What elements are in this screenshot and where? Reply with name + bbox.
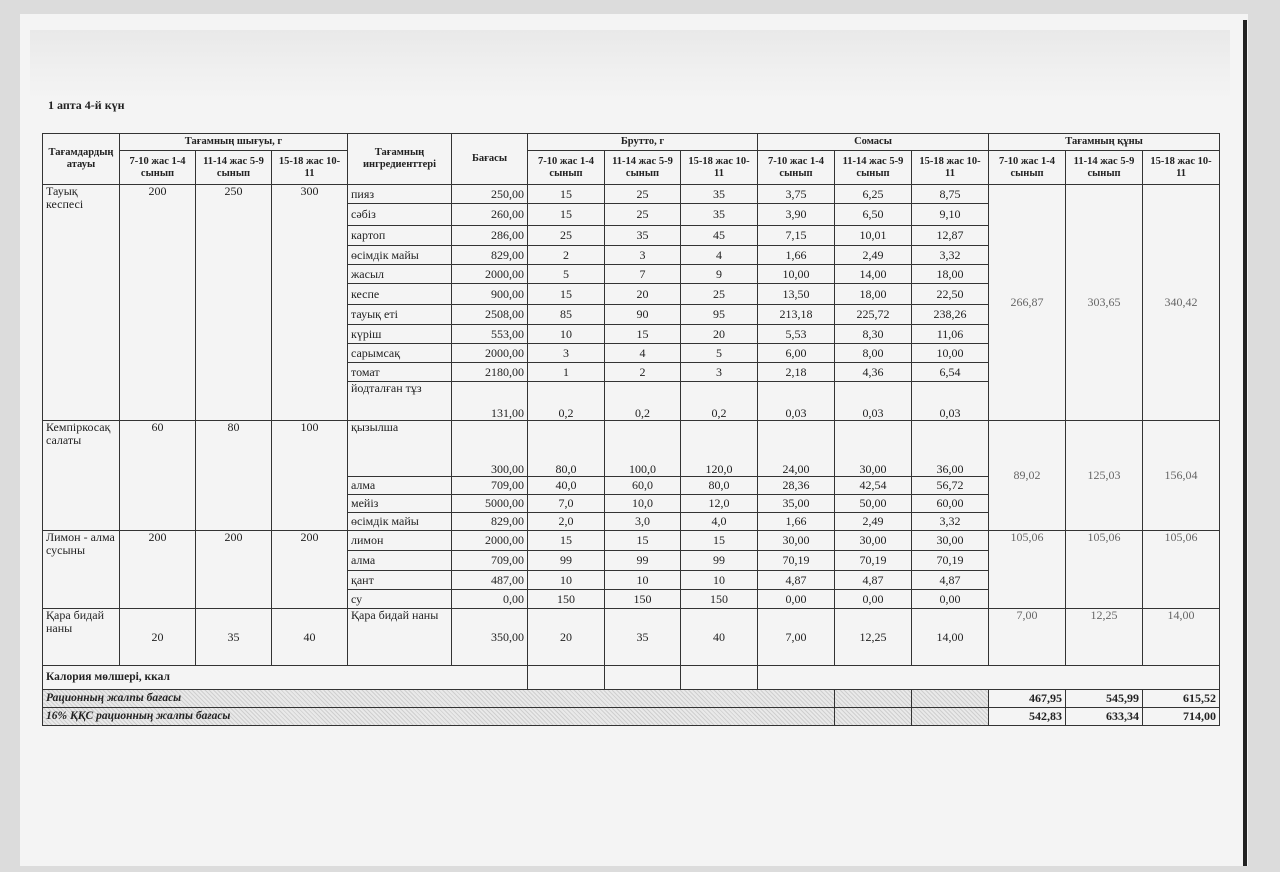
header-age-group: 11-14 жас 5-9 сынып [1066, 151, 1143, 185]
ingredient-sum: 5,53 [758, 325, 835, 344]
ingredient-sum: 42,54 [835, 477, 912, 495]
dish-cost: 105,06 [989, 531, 1066, 609]
ingredient-sum: 7,00 [758, 609, 835, 666]
calories-row [43, 666, 1220, 690]
header-ingredients: Тағамның ингредиенттері [348, 134, 452, 185]
dish-cost: 12,25 [1066, 609, 1143, 666]
table-row [43, 609, 1220, 666]
ingredient-sum: 0,03 [835, 382, 912, 421]
ingredient-brutto: 4 [605, 344, 681, 363]
dish-cost: 14,00 [1143, 609, 1220, 666]
ingredient-brutto: 12,0 [681, 495, 758, 513]
ingredient-brutto: 15 [528, 204, 605, 226]
ingredient-name: йодталған тұз [348, 382, 452, 421]
header-age-group: 11-14 жас 5-9 сынып [605, 151, 681, 185]
ingredient-sum: 4,87 [758, 571, 835, 590]
ingredient-sum: 12,87 [912, 226, 989, 246]
menu-table [42, 133, 1220, 726]
calories-cell [758, 666, 1220, 690]
total-empty [912, 708, 989, 726]
dish-yield: 80 [196, 421, 272, 531]
header-age-group: 7-10 жас 1-4 сынып [989, 151, 1066, 185]
ingredient-brutto: 80,0 [528, 421, 605, 477]
ingredient-sum: 0,00 [758, 590, 835, 609]
ingredient-sum: 9,10 [912, 204, 989, 226]
ingredient-brutto: 40 [681, 609, 758, 666]
ingredient-sum: 8,75 [912, 185, 989, 204]
ingredient-brutto: 150 [605, 590, 681, 609]
ingredient-brutto: 99 [681, 551, 758, 571]
ingredient-sum: 7,15 [758, 226, 835, 246]
ingredient-sum: 213,18 [758, 305, 835, 325]
ingredient-name: алма [348, 551, 452, 571]
ingredient-sum: 18,00 [835, 284, 912, 305]
ingredient-sum: 30,00 [758, 531, 835, 551]
total-label: 16% ҚҚС рационның жалпы бағасы [43, 708, 835, 726]
dish-yield: 20 [120, 609, 196, 666]
dish-cost: 340,42 [1143, 185, 1220, 421]
ingredient-price: 553,00 [452, 325, 528, 344]
ingredient-brutto: 10 [528, 325, 605, 344]
ingredient-price: 250,00 [452, 185, 528, 204]
ingredient-brutto: 20 [681, 325, 758, 344]
total-empty [835, 690, 912, 708]
ingredient-name: қызылша [348, 421, 452, 477]
ingredient-sum: 14,00 [835, 265, 912, 284]
ingredient-brutto: 10 [528, 571, 605, 590]
ingredient-sum: 3,75 [758, 185, 835, 204]
dish-yield: 200 [272, 531, 348, 609]
ingredient-sum: 3,32 [912, 513, 989, 531]
page-title: 1 апта 4-й күн [48, 98, 125, 112]
ingredient-price: 260,00 [452, 204, 528, 226]
header-age-group: 7-10 жас 1-4 сынып [120, 151, 196, 185]
ingredient-sum: 6,54 [912, 363, 989, 382]
ingredient-sum: 18,00 [912, 265, 989, 284]
table-row [43, 531, 1220, 551]
ingredient-brutto: 120,0 [681, 421, 758, 477]
ingredient-price: 487,00 [452, 571, 528, 590]
dish-yield: 300 [272, 185, 348, 421]
ingredient-brutto: 15 [528, 284, 605, 305]
ingredient-brutto: 35 [605, 226, 681, 246]
ingredient-price: 5000,00 [452, 495, 528, 513]
dish-name: Лимон - алма сусыны [43, 531, 120, 609]
header-brutto: Брутто, г [528, 134, 758, 151]
ingredient-price: 350,00 [452, 609, 528, 666]
ingredient-name: картоп [348, 226, 452, 246]
ingredient-name: тауық еті [348, 305, 452, 325]
ingredient-sum: 70,19 [758, 551, 835, 571]
dish-yield: 100 [272, 421, 348, 531]
ingredient-sum: 56,72 [912, 477, 989, 495]
ingredient-sum: 28,36 [758, 477, 835, 495]
ingredient-brutto: 20 [528, 609, 605, 666]
header-age-group: 15-18 жас 10-11 [912, 151, 989, 185]
ingredient-brutto: 150 [528, 590, 605, 609]
ingredient-price: 2508,00 [452, 305, 528, 325]
dish-yield: 40 [272, 609, 348, 666]
calories-cell [605, 666, 681, 690]
header-age-group: 11-14 жас 5-9 сынып [196, 151, 272, 185]
ingredient-sum: 0,00 [912, 590, 989, 609]
ingredient-brutto: 35 [681, 204, 758, 226]
ingredient-sum: 24,00 [758, 421, 835, 477]
total-value: 714,00 [1143, 708, 1220, 726]
ingredient-name: жасыл [348, 265, 452, 284]
ingredient-brutto: 100,0 [605, 421, 681, 477]
dish-yield: 35 [196, 609, 272, 666]
ingredient-sum: 10,00 [912, 344, 989, 363]
ingredient-sum: 12,25 [835, 609, 912, 666]
ingredient-brutto: 25 [605, 185, 681, 204]
ingredient-brutto: 95 [681, 305, 758, 325]
table-row [43, 421, 1220, 477]
total-label: Рационның жалпы бағасы [43, 690, 835, 708]
header-yield: Тағамның шығуы, г [120, 134, 348, 151]
ingredient-sum: 0,03 [912, 382, 989, 421]
ingredient-brutto: 0,2 [681, 382, 758, 421]
ingredient-price: 2000,00 [452, 265, 528, 284]
header-price: Бағасы [452, 134, 528, 185]
ingredient-brutto: 3,0 [605, 513, 681, 531]
ingredient-brutto: 4,0 [681, 513, 758, 531]
ingredient-brutto: 4 [681, 246, 758, 265]
ingredient-name: томат [348, 363, 452, 382]
ingredient-brutto: 9 [681, 265, 758, 284]
ingredient-price: 0,00 [452, 590, 528, 609]
ingredient-brutto: 25 [605, 204, 681, 226]
calories-cell [528, 666, 605, 690]
ingredient-sum: 3,90 [758, 204, 835, 226]
header-age-group: 7-10 жас 1-4 сынып [758, 151, 835, 185]
ingredient-name: кеспе [348, 284, 452, 305]
ingredient-brutto: 35 [605, 609, 681, 666]
total-empty [835, 708, 912, 726]
calories-label: Калория мөлшері, ккал [43, 666, 528, 690]
header-age-group: 11-14 жас 5-9 сынып [835, 151, 912, 185]
dish-name: Кемпіркосақ салаты [43, 421, 120, 531]
dish-cost: 105,06 [1066, 531, 1143, 609]
ingredient-brutto: 10,0 [605, 495, 681, 513]
ingredient-brutto: 3 [528, 344, 605, 363]
header-age-group: 15-18 жас 10-11 [1143, 151, 1220, 185]
ingredient-brutto: 150 [681, 590, 758, 609]
ingredient-price: 2180,00 [452, 363, 528, 382]
ingredient-brutto: 80,0 [681, 477, 758, 495]
ingredient-price: 131,00 [452, 382, 528, 421]
dish-yield: 200 [196, 531, 272, 609]
ingredient-sum: 4,87 [912, 571, 989, 590]
ingredient-brutto: 1 [528, 363, 605, 382]
ingredient-brutto: 3 [681, 363, 758, 382]
ingredient-price: 709,00 [452, 477, 528, 495]
ingredient-sum: 0,03 [758, 382, 835, 421]
ingredient-brutto: 40,0 [528, 477, 605, 495]
table-body [43, 185, 1220, 726]
total-value: 542,83 [989, 708, 1066, 726]
dish-cost: 7,00 [989, 609, 1066, 666]
ingredient-name: пияз [348, 185, 452, 204]
ingredient-sum: 6,00 [758, 344, 835, 363]
scan-shadow [30, 30, 1230, 100]
ingredient-sum: 10,00 [758, 265, 835, 284]
ingredient-sum: 2,49 [835, 513, 912, 531]
ingredient-brutto: 2 [528, 246, 605, 265]
ingredient-sum: 8,00 [835, 344, 912, 363]
dish-yield: 250 [196, 185, 272, 421]
ingredient-brutto: 45 [681, 226, 758, 246]
ingredient-name: өсімдік майы [348, 513, 452, 531]
ingredient-brutto: 20 [605, 284, 681, 305]
ingredient-brutto: 35 [681, 185, 758, 204]
dish-cost: 89,02 [989, 421, 1066, 531]
ingredient-sum: 4,87 [835, 571, 912, 590]
ingredient-sum: 70,19 [912, 551, 989, 571]
ingredient-brutto: 15 [605, 325, 681, 344]
ingredient-sum: 50,00 [835, 495, 912, 513]
total-empty [912, 690, 989, 708]
ingredient-sum: 238,26 [912, 305, 989, 325]
ingredient-name: алма [348, 477, 452, 495]
ingredient-name: Қара бидай наны [348, 609, 452, 666]
ingredient-price: 2000,00 [452, 344, 528, 363]
ingredient-sum: 22,50 [912, 284, 989, 305]
ingredient-price: 900,00 [452, 284, 528, 305]
table-row [43, 185, 1220, 204]
ingredient-price: 286,00 [452, 226, 528, 246]
ingredient-brutto: 0,2 [605, 382, 681, 421]
ingredient-brutto: 7 [605, 265, 681, 284]
ingredient-sum: 4,36 [835, 363, 912, 382]
ingredient-name: өсімдік майы [348, 246, 452, 265]
ingredient-sum: 11,06 [912, 325, 989, 344]
ingredient-sum: 13,50 [758, 284, 835, 305]
dish-cost: 125,03 [1066, 421, 1143, 531]
ingredient-sum: 8,30 [835, 325, 912, 344]
ingredient-sum: 14,00 [912, 609, 989, 666]
ingredient-brutto: 10 [681, 571, 758, 590]
ingredient-brutto: 25 [681, 284, 758, 305]
ingredient-sum: 6,25 [835, 185, 912, 204]
total-value: 633,34 [1066, 708, 1143, 726]
ingredient-sum: 1,66 [758, 246, 835, 265]
ingredient-brutto: 90 [605, 305, 681, 325]
total-row [43, 708, 1220, 726]
dish-cost: 105,06 [1143, 531, 1220, 609]
ingredient-brutto: 10 [605, 571, 681, 590]
dish-cost: 266,87 [989, 185, 1066, 421]
ingredient-sum: 30,00 [835, 531, 912, 551]
total-value: 615,52 [1143, 690, 1220, 708]
total-row [43, 690, 1220, 708]
ingredient-sum: 60,00 [912, 495, 989, 513]
ingredient-sum: 10,01 [835, 226, 912, 246]
ingredient-sum: 225,72 [835, 305, 912, 325]
dish-yield: 200 [120, 531, 196, 609]
ingredient-name: лимон [348, 531, 452, 551]
header-age-group: 7-10 жас 1-4 сынып [528, 151, 605, 185]
dish-name: Тауық кеспесі [43, 185, 120, 421]
ingredient-brutto: 5 [528, 265, 605, 284]
dish-cost: 303,65 [1066, 185, 1143, 421]
ingredient-brutto: 60,0 [605, 477, 681, 495]
ingredient-brutto: 3 [605, 246, 681, 265]
dish-yield: 200 [120, 185, 196, 421]
ingredient-price: 2000,00 [452, 531, 528, 551]
page-edge [1243, 20, 1247, 866]
ingredient-brutto: 25 [528, 226, 605, 246]
dish-cost: 156,04 [1143, 421, 1220, 531]
ingredient-brutto: 15 [605, 531, 681, 551]
ingredient-sum: 0,00 [835, 590, 912, 609]
ingredient-sum: 2,49 [835, 246, 912, 265]
ingredient-sum: 30,00 [835, 421, 912, 477]
ingredient-name: су [348, 590, 452, 609]
ingredient-brutto: 2,0 [528, 513, 605, 531]
ingredient-sum: 70,19 [835, 551, 912, 571]
header-age-group: 15-18 жас 10-11 [272, 151, 348, 185]
ingredient-price: 300,00 [452, 421, 528, 477]
ingredient-name: қант [348, 571, 452, 590]
ingredient-price: 829,00 [452, 246, 528, 265]
ingredient-brutto: 2 [605, 363, 681, 382]
ingredient-sum: 36,00 [912, 421, 989, 477]
dish-yield: 60 [120, 421, 196, 531]
ingredient-brutto: 15 [528, 185, 605, 204]
total-value: 467,95 [989, 690, 1066, 708]
dish-name: Қара бидай наны [43, 609, 120, 666]
table-header [43, 134, 1220, 185]
ingredient-brutto: 15 [528, 531, 605, 551]
ingredient-brutto: 5 [681, 344, 758, 363]
ingredient-brutto: 85 [528, 305, 605, 325]
ingredient-sum: 2,18 [758, 363, 835, 382]
calories-cell [681, 666, 758, 690]
ingredient-brutto: 7,0 [528, 495, 605, 513]
ingredient-name: мейіз [348, 495, 452, 513]
header-sum: Сомасы [758, 134, 989, 151]
ingredient-brutto: 99 [605, 551, 681, 571]
ingredient-sum: 35,00 [758, 495, 835, 513]
ingredient-name: сарымсақ [348, 344, 452, 363]
header-age-group: 15-18 жас 10-11 [681, 151, 758, 185]
ingredient-brutto: 99 [528, 551, 605, 571]
ingredient-sum: 6,50 [835, 204, 912, 226]
ingredient-sum: 1,66 [758, 513, 835, 531]
ingredient-sum: 30,00 [912, 531, 989, 551]
ingredient-brutto: 0,2 [528, 382, 605, 421]
ingredient-brutto: 15 [681, 531, 758, 551]
total-value: 545,99 [1066, 690, 1143, 708]
ingredient-sum: 3,32 [912, 246, 989, 265]
ingredient-name: күріш [348, 325, 452, 344]
ingredient-price: 709,00 [452, 551, 528, 571]
header-dish-name: Тағамдардың атауы [43, 134, 120, 185]
ingredient-name: сәбіз [348, 204, 452, 226]
ingredient-price: 829,00 [452, 513, 528, 531]
header-dish-price: Тағамның құны [989, 134, 1220, 151]
